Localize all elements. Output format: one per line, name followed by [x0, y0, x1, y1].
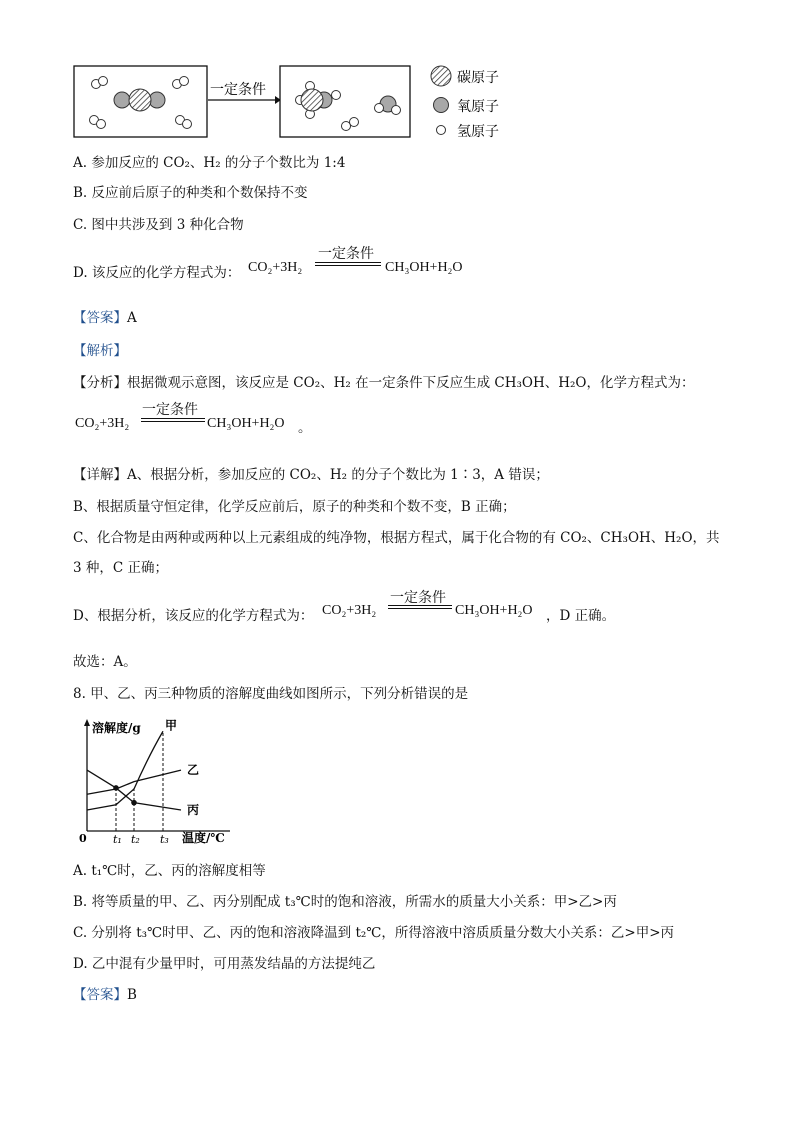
detail-a: A、根据分析，参加反应的 CO₂、H₂ 的分子个数比为 1∶3，A 错误； [127, 467, 549, 483]
detail-eq-right: CH₃OH+H₂O [455, 603, 533, 618]
hydrogen-atom-icon [437, 126, 446, 135]
series-label-1: 乙 [187, 763, 200, 778]
oxygen-atom-icon [434, 98, 449, 113]
q7-option-c: C. 图中共涉及到 3 种化合物 [73, 217, 244, 233]
detail-tag: 【详解】 [73, 467, 127, 483]
intersection-point-0 [113, 785, 119, 791]
origin-label: 0 [79, 832, 87, 845]
equals-sign [141, 418, 205, 422]
q8-option-a: A. t₁℃时，乙、丙的溶解度相等 [73, 863, 266, 879]
q7-option-b: B. 反应前后原子的种类和个数保持不变 [73, 185, 308, 201]
fenxi-eq-left: CO₂+3H₂ [75, 416, 130, 431]
detail-c2: 3 种，C 正确； [73, 560, 169, 576]
detail-d-suffix: ，D 正确。 [546, 608, 616, 624]
q8-answer-line [73, 983, 137, 1003]
q7-option-d: D. 该反应的化学方程式为： [73, 265, 241, 281]
choose-line: 故选：A。 [73, 654, 137, 670]
solubility-chart [75, 718, 245, 846]
fenxi-tag: 【分析】 [73, 375, 127, 391]
q7-eq-right: CH₃OH+H₂O [385, 260, 463, 275]
series-label-0: 甲 [165, 718, 178, 733]
answer-value: A [127, 310, 137, 326]
q8-option-b: B. 将等质量的甲、乙、丙分别配成 t₃℃时的饱和溶液，所需水的质量大小关系：甲>乙>丙 [73, 894, 617, 910]
x-tick-label: t₃ [160, 833, 169, 846]
y-axis-label: 溶解度/g [92, 721, 141, 735]
carbon-atom-icon [129, 89, 151, 111]
legend-oxygen: 氧原子 [457, 99, 499, 115]
q8-option-c: C. 分别将 t₃℃时甲、乙、丙的饱和溶液降温到 t₂℃，所得溶液中溶质质量分数大小关系：乙>甲>丙 [73, 925, 675, 941]
intersection-point-1 [131, 800, 137, 806]
x-axis-label: 温度/℃ [182, 831, 225, 845]
q7-option-a: A. 参加反应的 CO₂、H₂ 的分子个数比为 1:4 [73, 155, 346, 171]
fenxi-text: 根据微观示意图，该反应是 CO₂、H₂ 在一定条件下反应生成 CH₃OH、H₂O，化学方程式为： [127, 375, 695, 391]
answer-line [73, 306, 137, 326]
q8-stem: 8. 甲、乙、丙三种物质的溶解度曲线如图所示，下列分析错误的是 [73, 686, 469, 702]
detail-eq-condition: 一定条件 [390, 590, 446, 606]
oxygen-atom-icon [114, 92, 130, 108]
series-label-2: 丙 [187, 803, 200, 817]
equals-sign [388, 605, 452, 609]
reaction-diagram [70, 62, 530, 142]
x-tick-label: t₂ [131, 833, 140, 846]
analysis-tag: 【解析】 [73, 343, 127, 359]
q7-eq-condition: 一定条件 [318, 246, 374, 262]
equals-sign [315, 262, 381, 266]
carbon-atom-icon [431, 66, 451, 86]
q8-option-d: D. 乙中混有少量甲时，可用蒸发结晶的方法提纯乙 [73, 956, 376, 972]
fenxi-eq-right: CH₃OH+H₂O [207, 416, 285, 431]
x-tick-label: t₁ [113, 833, 122, 846]
detail-eq-left: CO₂+3H₂ [322, 603, 377, 618]
answer-tag: 【答案】 [73, 987, 127, 1003]
answer-value: B [127, 987, 137, 1003]
legend-hydrogen: 氢原子 [457, 124, 499, 140]
fenxi-eq-condition: 一定条件 [142, 402, 198, 418]
arrow-label: 一定条件 [210, 82, 266, 98]
detail-d-prefix: D、根据分析，该反应的化学方程式为： [73, 608, 314, 624]
fenxi-line [73, 371, 694, 391]
q7-eq-left: CO₂+3H₂ [248, 260, 303, 275]
answer-tag: 【答案】 [73, 310, 127, 326]
fenxi-eq-end: 。 [298, 420, 312, 436]
detail-c1: C、化合物是由两种或两种以上元素组成的纯净物，根据方程式，属于化合物的有 CO₂、CH₃OH、H₂O，共 [73, 530, 720, 546]
legend-carbon: 碳原子 [457, 70, 499, 86]
series-line-0 [87, 731, 163, 810]
detail-a-line [73, 463, 549, 483]
detail-b: B、根据质量守恒定律，化学反应前后，原子的种类和个数不变，B 正确； [73, 499, 516, 515]
